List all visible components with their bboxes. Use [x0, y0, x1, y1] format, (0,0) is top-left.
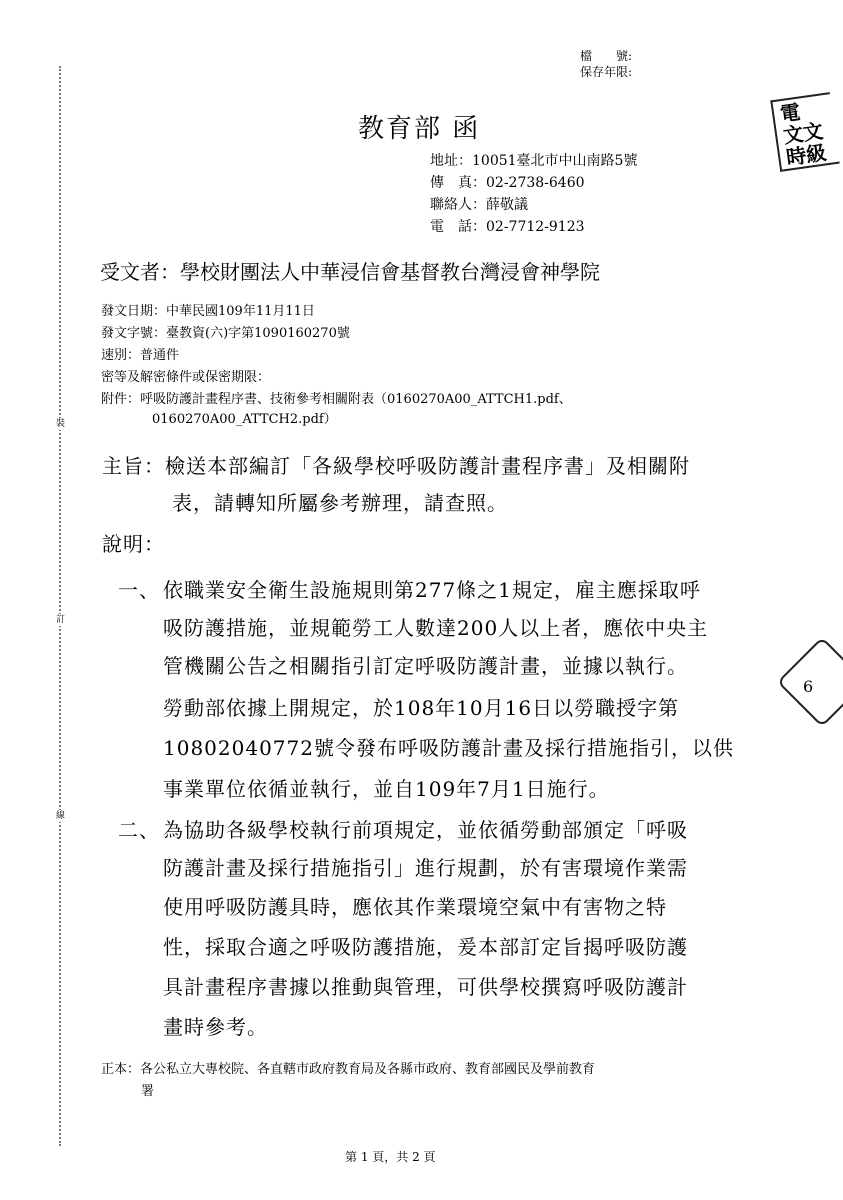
contact-address: 地址：10051臺北市中山南路5號: [430, 153, 638, 169]
binding-dotted-line: [59, 66, 61, 1146]
item-2-line: 性，採取合適之呼吸防護措施，爰本部訂定旨揭呼吸防護: [163, 935, 688, 959]
binding-char-zhuang: 裝: [56, 419, 66, 429]
contact-fax: 傳 真：02-2738-6460: [430, 175, 585, 191]
subject-line-1: 主旨：檢送本部編訂「各級學校呼吸防護計畫程序書」及相關附: [102, 454, 690, 478]
retention-period-label: 保存年限:: [580, 65, 633, 79]
item-2-marker: 二、: [118, 818, 160, 842]
subject-line-2: 表，請轉知所屬參考辦理，請查照。: [172, 491, 508, 515]
file-number-label: 檔 號:: [580, 49, 633, 63]
copies-line-2: 署: [141, 1084, 155, 1099]
issue-date: 發文日期：中華民國109年11月11日: [101, 304, 315, 319]
issue-number: 發文字號：臺教資(六)字第1090160270號: [101, 326, 350, 341]
copies-line-1: 正本：各公私立大專校院、各直轄市政府教育局及各縣市政府、教育部國民及學前教育: [101, 1062, 596, 1077]
binding-char-xian: 線: [56, 811, 66, 821]
item-2-line: 為協助各級學校執行前項規定，並依循勞動部頒定「呼吸: [163, 818, 688, 842]
item-1-line: 依職業安全衛生設施規則第277條之1規定，雇主應採取呼: [163, 578, 701, 602]
attachment-line-1: 附件：呼吸防護計畫程序書、技術參考相關附表（0160270A00_ATTCH1.pdf、: [101, 392, 572, 407]
seal-number: 6: [803, 677, 814, 696]
item-2-line: 具計畫程序書據以推動與管理，可供學校撰寫呼吸防護計: [163, 975, 688, 999]
item-1-line: 10802040772號令發布呼吸防護計畫及採行措施指引，以供: [163, 736, 734, 760]
electronic-doc-stamp: 電 文文 時級: [770, 92, 839, 172]
contact-person: 聯絡人：薛敬議: [430, 197, 528, 213]
item-1-line: 管機關公告之相關指引訂定呼吸防護計畫，並據以執行。: [163, 654, 688, 678]
recipient: 受文者：學校財團法人中華浸信會基督教台灣浸會神學院: [100, 260, 600, 284]
document-title: 教育部 函: [358, 114, 481, 144]
delivery-speed: 速別：普通件: [101, 348, 180, 363]
item-2-line: 使用呼吸防護具時，應依其作業環境空氣中有害物之特: [163, 895, 667, 919]
binding-char-ding: 訂: [56, 615, 66, 625]
attachment-line-2: 0160270A00_ATTCH2.pdf）: [152, 412, 337, 427]
explanation-heading: 說明：: [102, 532, 165, 556]
contact-phone: 電 話：02-7712-9123: [430, 219, 585, 235]
item-1-line: 勞動部依據上開規定，於108年10月16日以勞職授字第: [163, 696, 680, 720]
confidentiality: 密等及解密條件或保密期限：: [101, 370, 271, 385]
item-1-marker: 一、: [118, 578, 160, 602]
page-footer: 第 1 頁，共 2 頁: [345, 1150, 436, 1164]
item-2-line: 防護計畫及採行措施指引」進行規劃，於有害環境作業需: [163, 856, 688, 880]
item-2-line: 畫時參考。: [163, 1015, 268, 1039]
item-1-line: 吸防護措施，並規範勞工人數達200人以上者，應依中央主: [163, 616, 709, 640]
item-1-line: 事業單位依循並執行，並自109年7月1日施行。: [163, 777, 610, 801]
